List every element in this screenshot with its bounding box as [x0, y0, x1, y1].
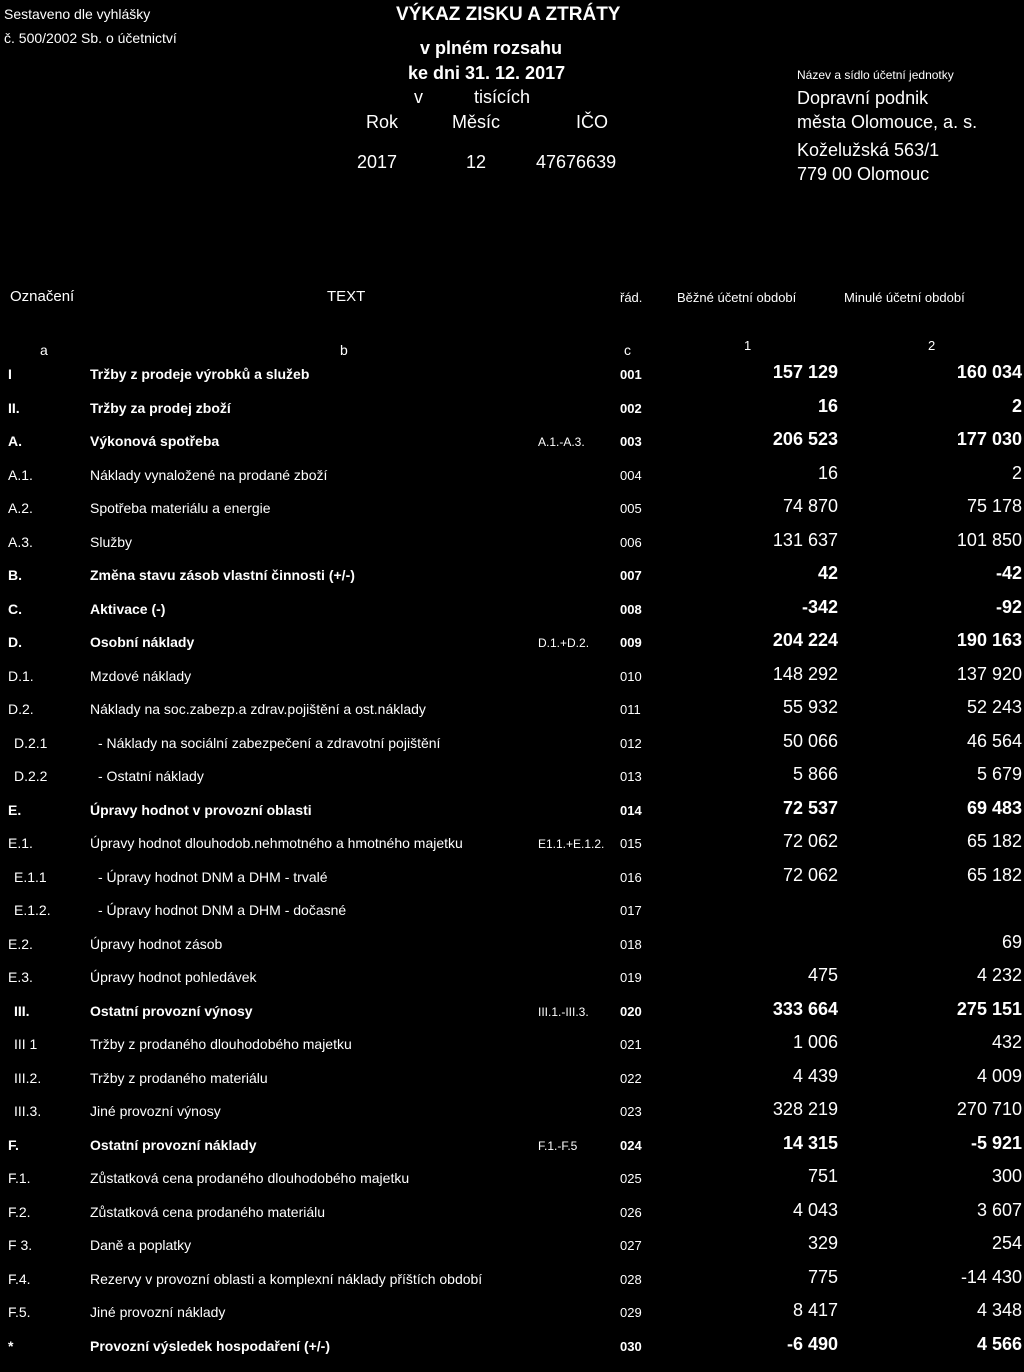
row-current-period: 74 870 [782, 496, 838, 516]
row-text: Mzdové náklady [90, 667, 192, 684]
table-row [0, 563, 1024, 601]
row-previous-period: 75 178 [966, 496, 1022, 516]
row-text: Úpravy hodnot zásob [90, 935, 223, 952]
row-current-period: 72 537 [782, 797, 838, 818]
row-code: D.2.1 [14, 734, 48, 751]
table-row [0, 697, 1024, 735]
row-line-number: 010 [620, 668, 642, 684]
table-row [0, 1233, 1024, 1271]
table-row [0, 1032, 1024, 1070]
row-line-number: 017 [620, 903, 642, 918]
row-text: - Ostatní náklady [98, 768, 204, 784]
table-row [0, 764, 1024, 802]
row-code: B. [8, 567, 22, 583]
row-line-number: 004 [620, 467, 642, 483]
row-previous-period: -42 [995, 563, 1022, 583]
row-code: D.2. [8, 701, 34, 717]
row-current-period: 55 932 [782, 697, 838, 717]
row-text: Ostatní provozní výnosy [90, 1002, 253, 1019]
entity-label: Název a sídlo účetní jednotky [797, 68, 954, 82]
mesic-value: 12 [466, 152, 487, 172]
row-previous-period: 177 030 [956, 429, 1022, 449]
row-code: F.2. [8, 1203, 31, 1220]
legal-basis-line2: č. 500/2002 Sb. o účetnictví [4, 30, 177, 46]
row-current-period: 5 866 [792, 764, 838, 784]
column-index-c: c [624, 342, 631, 358]
row-text: Zůstatková cena prodaného dlouhodobého majetku [90, 1170, 410, 1186]
table-row [0, 931, 1024, 970]
row-line-number: 027 [620, 1238, 642, 1253]
row-line-number: 018 [620, 936, 642, 952]
row-previous-period: -14 430 [960, 1266, 1022, 1287]
row-line-number: 022 [620, 1070, 642, 1086]
row-code: II. [8, 399, 20, 416]
row-previous-period: 52 243 [966, 697, 1022, 717]
row-code: C. [8, 600, 22, 617]
row-current-period: 4 439 [792, 1065, 838, 1086]
row-current-period: 206 523 [772, 429, 838, 449]
row-reference: E1.1.+E.1.2. [538, 837, 605, 851]
row-current-period: 775 [807, 1266, 838, 1287]
row-line-number: 020 [620, 1003, 642, 1019]
row-text: Rezervy v provozní oblasti a komplexní náklady příštích období [90, 1270, 483, 1287]
mesic-label: Měsíc [452, 112, 501, 132]
column-header-bezne: Běžné účetní období [677, 290, 797, 305]
row-line-number: 002 [620, 400, 642, 416]
ico-label: IČO [576, 112, 609, 132]
row-text: Služby [90, 533, 133, 550]
row-code: * [8, 1337, 14, 1354]
report-date: ke dni 31. 12. 2017 [408, 63, 566, 83]
row-reference: F.1.-F.5 [538, 1138, 578, 1153]
row-line-number: 028 [620, 1271, 642, 1287]
row-text: Úpravy hodnot v provozní oblasti [90, 801, 312, 818]
row-previous-period: 275 151 [956, 998, 1022, 1019]
row-line-number: 024 [620, 1137, 642, 1153]
row-code: F 3. [8, 1237, 33, 1253]
row-line-number: 030 [620, 1338, 642, 1354]
rok-value: 2017 [357, 152, 398, 172]
row-line-number: 019 [620, 970, 642, 985]
row-current-period: 148 292 [772, 663, 838, 684]
row-code: F.5. [8, 1304, 31, 1320]
row-text: Tržby za prodej zboží [90, 399, 231, 416]
table-row [0, 864, 1024, 903]
row-current-period: 329 [807, 1233, 838, 1253]
row-previous-period: 65 182 [966, 831, 1022, 851]
row-text: - Úpravy hodnot DNM a DHM - dočasné [98, 902, 347, 918]
legal-basis-line1: Sestaveno dle vyhlášky [4, 6, 151, 22]
row-line-number: 029 [620, 1305, 642, 1320]
row-text: Tržby z prodaného materiálu [90, 1069, 268, 1086]
row-previous-period: 2 [1011, 462, 1022, 483]
table-row [0, 1333, 1024, 1372]
row-line-number: 011 [620, 702, 641, 717]
row-reference: D.1.+D.2. [538, 636, 590, 650]
row-line-number: 007 [620, 568, 642, 583]
row-current-period: 42 [817, 563, 838, 583]
row-code: III. [14, 1002, 30, 1019]
row-previous-period: 2 [1011, 395, 1022, 416]
row-line-number: 026 [620, 1204, 642, 1220]
row-code: III.2. [14, 1069, 42, 1086]
row-text: Změna stavu zásob vlastní činnosti (+/-) [90, 567, 355, 583]
table-row [0, 998, 1024, 1037]
report-title: VÝKAZ ZISKU A ZTRÁTY [396, 4, 621, 25]
table-row [0, 902, 1024, 936]
row-code: E.1.2. [14, 902, 51, 918]
column-header-rad: řád. [620, 290, 643, 305]
row-previous-period: 190 163 [956, 630, 1022, 650]
row-current-period: 751 [807, 1166, 838, 1186]
row-line-number: 003 [620, 434, 642, 449]
row-line-number: 015 [620, 836, 642, 851]
row-current-period: 50 066 [782, 730, 838, 751]
row-previous-period: 4 009 [976, 1065, 1022, 1086]
row-current-period: 16 [817, 462, 838, 483]
row-text: Ostatní provozní náklady [90, 1136, 257, 1153]
table-row [0, 429, 1024, 467]
units-prefix: v [414, 87, 423, 107]
row-line-number: 014 [620, 802, 642, 818]
table-row [0, 965, 1024, 1003]
row-code: III.3. [14, 1103, 42, 1119]
entity-name-line1: Dopravní podnik [797, 88, 929, 108]
column-index-1: 1 [744, 338, 752, 353]
column-header-text: TEXT [327, 288, 366, 305]
table-row [0, 1166, 1024, 1204]
row-line-number: 001 [620, 367, 642, 382]
row-previous-period: 46 564 [966, 730, 1022, 751]
row-code: F. [8, 1136, 19, 1153]
row-current-period: -6 490 [786, 1333, 838, 1354]
row-line-number: 016 [620, 869, 642, 885]
table-row [0, 496, 1024, 534]
row-previous-period: 300 [991, 1166, 1022, 1186]
column-index-a: a [40, 342, 48, 358]
row-text: Náklady na soc.zabezp.a zdrav.pojištění a ost.náklady [90, 701, 426, 717]
row-reference: III.1.-III.3. [538, 1004, 589, 1019]
row-code: I [8, 366, 12, 382]
row-line-number: 009 [620, 635, 642, 650]
row-line-number: 005 [620, 501, 642, 516]
table-row [0, 730, 1024, 769]
row-text: Náklady vynaložené na prodané zboží [90, 466, 328, 483]
row-current-period: 1 006 [792, 1032, 838, 1052]
table-row [0, 1132, 1024, 1171]
row-text: Jiné provozní výnosy [90, 1103, 221, 1119]
row-previous-period: 65 182 [966, 864, 1022, 885]
row-previous-period: 160 034 [956, 362, 1022, 382]
row-line-number: 025 [620, 1171, 642, 1186]
table-row [0, 630, 1024, 668]
table-row [0, 831, 1024, 869]
row-previous-period: -5 921 [970, 1132, 1022, 1153]
entity-address-line2: 779 00 Olomouc [797, 164, 930, 184]
table-row [0, 1065, 1024, 1104]
row-code: A.2. [8, 500, 33, 516]
row-text: Úpravy hodnot pohledávek [90, 969, 257, 985]
row-previous-period: 3 607 [976, 1199, 1022, 1220]
row-code: F.1. [8, 1170, 31, 1186]
row-code: D.2.2 [14, 768, 48, 784]
table-row [0, 395, 1024, 434]
row-previous-period: 4 348 [976, 1300, 1022, 1320]
row-previous-period: 432 [991, 1032, 1022, 1052]
units-label: tisících [474, 87, 531, 107]
row-previous-period: 270 710 [956, 1099, 1022, 1119]
column-header-oznaceni: Označení [10, 288, 75, 305]
row-text: Tržby z prodaného dlouhodobého majetku [90, 1036, 352, 1052]
row-text: Aktivace (-) [90, 600, 166, 617]
column-header-minule: Minulé účetní období [844, 290, 965, 305]
row-line-number: 021 [620, 1037, 642, 1052]
table-row [0, 1099, 1024, 1137]
row-previous-period: 137 920 [956, 663, 1022, 684]
table-row [0, 362, 1024, 400]
row-current-period: 72 062 [782, 864, 838, 885]
row-previous-period: 101 850 [956, 529, 1022, 550]
row-previous-period: 254 [991, 1233, 1022, 1253]
row-reference: A.1.-A.3. [538, 435, 585, 449]
row-code: A.3. [8, 533, 33, 550]
row-previous-period: 69 [1001, 931, 1022, 952]
table-row [0, 663, 1024, 702]
row-code: E.1. [8, 835, 33, 851]
row-previous-period: 4 566 [976, 1333, 1022, 1354]
table-row [0, 1300, 1024, 1338]
row-code: III 1 [14, 1036, 38, 1052]
row-current-period: 8 417 [792, 1300, 838, 1320]
row-line-number: 013 [620, 769, 642, 784]
row-current-period: 16 [817, 395, 838, 416]
row-previous-period: 4 232 [976, 965, 1022, 985]
row-line-number: 023 [620, 1104, 642, 1119]
row-previous-period: -92 [995, 596, 1022, 617]
row-text: Úpravy hodnot dlouhodob.nehmotného a hmotného majetku [90, 835, 463, 851]
row-current-period: 333 664 [772, 998, 838, 1019]
row-code: D. [8, 634, 22, 650]
row-current-period: 328 219 [772, 1099, 838, 1119]
table-row [0, 1199, 1024, 1238]
column-index-2: 2 [928, 338, 936, 353]
row-code: A.1. [8, 466, 33, 483]
row-current-period: 131 637 [772, 529, 838, 550]
report-scope: v plném rozsahu [420, 38, 563, 58]
row-current-period: 4 043 [792, 1199, 838, 1220]
row-code: D.1. [8, 667, 34, 684]
row-text: Osobní náklady [90, 634, 195, 650]
row-current-period: 475 [807, 965, 838, 985]
rok-label: Rok [366, 112, 399, 132]
ico-value: 47676639 [536, 152, 617, 172]
row-text: Provozní výsledek hospodaření (+/-) [90, 1337, 331, 1354]
row-current-period: 157 129 [772, 362, 838, 382]
table-row [0, 1266, 1024, 1305]
row-code: F.4. [8, 1270, 31, 1287]
row-code: E.2. [8, 935, 33, 952]
table-row [0, 462, 1024, 501]
row-line-number: 006 [620, 534, 642, 550]
row-text: Tržby z prodeje výrobků a služeb [90, 366, 310, 382]
table-row [0, 529, 1024, 568]
row-line-number: 012 [620, 735, 642, 751]
row-code: E.1.1 [14, 868, 47, 885]
table-row [0, 596, 1024, 635]
row-previous-period: 5 679 [976, 764, 1022, 784]
row-text: - Úpravy hodnot DNM a DHM - trvalé [98, 868, 328, 885]
row-code: A. [8, 433, 22, 449]
row-line-number: 008 [620, 601, 642, 617]
row-text: - Náklady na sociální zabezpečení a zdravotní pojištění [98, 734, 441, 751]
row-current-period: 72 062 [782, 831, 838, 851]
row-text: Spotřeba materiálu a energie [90, 500, 271, 516]
row-current-period: -342 [801, 596, 838, 617]
column-index-b: b [340, 342, 348, 358]
row-current-period: 14 315 [782, 1132, 838, 1153]
table-row [0, 797, 1024, 836]
row-text: Zůstatková cena prodaného materiálu [90, 1203, 326, 1220]
row-text: Výkonová spotřeba [90, 433, 220, 449]
entity-name-line2: města Olomouce, a. s. [797, 112, 978, 132]
entity-address-line1: Koželužská 563/1 [797, 140, 940, 160]
row-text: Jiné provozní náklady [90, 1304, 226, 1320]
row-code: E.3. [8, 969, 33, 985]
row-text: Daně a poplatky [90, 1237, 192, 1253]
row-code: E. [8, 801, 22, 818]
row-previous-period: 69 483 [966, 797, 1022, 818]
row-current-period: 204 224 [772, 630, 838, 650]
